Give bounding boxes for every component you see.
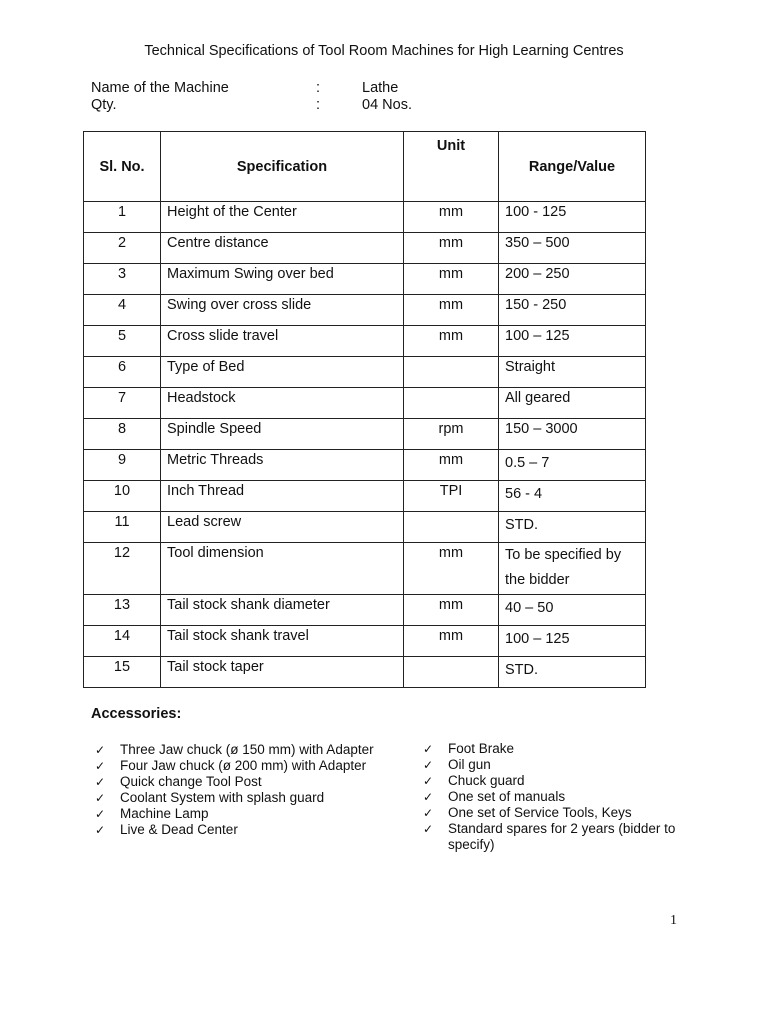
cell-sl-no bbox=[84, 388, 161, 419]
cell-unit-text: mm bbox=[438, 328, 464, 344]
accessory-label: Four Jaw chuck (ø 200 mm) with Adapter bbox=[120, 758, 367, 773]
table-row bbox=[84, 595, 646, 626]
cell-specification-text: Spindle Speed bbox=[167, 421, 262, 437]
checkmark-icon: ✓ bbox=[95, 775, 106, 789]
cell-unit-text: rpm bbox=[438, 421, 464, 437]
table-row bbox=[84, 233, 646, 264]
cell-range-value-text: 150 – 3000 bbox=[505, 421, 578, 437]
table-row bbox=[84, 543, 646, 595]
accessory-label: Live & Dead Center bbox=[120, 822, 238, 837]
accessory-label: One set of Service Tools, Keys bbox=[448, 805, 632, 820]
cell-sl-no bbox=[84, 450, 161, 481]
table-header-row bbox=[84, 132, 646, 202]
cell-specification bbox=[161, 481, 404, 512]
checkmark-icon: ✓ bbox=[95, 759, 106, 773]
checkmark-icon: ✓ bbox=[423, 774, 434, 788]
cell-unit bbox=[404, 481, 499, 512]
cell-range-value bbox=[499, 233, 646, 264]
cell-range-value-text: To be specified by the bidder bbox=[505, 547, 622, 588]
cell-specification-text: Maximum Swing over bed bbox=[167, 266, 334, 282]
cell-unit bbox=[404, 512, 499, 543]
cell-unit bbox=[404, 326, 499, 357]
quantity-label: Qty. bbox=[91, 97, 117, 113]
checkmark-icon: ✓ bbox=[423, 822, 434, 836]
cell-range-value bbox=[499, 202, 646, 233]
cell-range-value bbox=[499, 264, 646, 295]
cell-range-value bbox=[499, 326, 646, 357]
cell-range-value-text: Straight bbox=[505, 359, 555, 375]
cell-unit bbox=[404, 419, 499, 450]
accessory-item bbox=[419, 805, 709, 821]
cell-unit-text: mm bbox=[438, 266, 464, 282]
cell-unit-text: TPI bbox=[439, 483, 463, 499]
cell-specification bbox=[161, 419, 404, 450]
header-specification: Specification bbox=[161, 132, 404, 202]
cell-specification-text: Tail stock shank travel bbox=[167, 628, 309, 644]
accessory-item bbox=[91, 790, 411, 806]
accessory-label: Three Jaw chuck (ø 150 mm) with Adapter bbox=[120, 742, 374, 757]
cell-unit-text: mm bbox=[438, 452, 464, 468]
cell-specification bbox=[161, 202, 404, 233]
accessory-item bbox=[91, 758, 411, 774]
cell-range-value bbox=[499, 450, 646, 481]
accessory-label: Oil gun bbox=[448, 757, 491, 772]
cell-unit-text: mm bbox=[438, 628, 464, 644]
cell-sl-no-text: 13 bbox=[113, 597, 131, 613]
cell-sl-no bbox=[84, 595, 161, 626]
accessory-label: Machine Lamp bbox=[120, 806, 209, 821]
cell-sl-no-text: 3 bbox=[117, 266, 127, 282]
machine-name-colon: : bbox=[316, 80, 321, 96]
table-row bbox=[84, 481, 646, 512]
cell-sl-no-text: 8 bbox=[117, 421, 127, 437]
cell-specification bbox=[161, 450, 404, 481]
header-range-value: Range/Value bbox=[499, 132, 646, 202]
cell-range-value-text: 200 – 250 bbox=[505, 266, 570, 282]
cell-sl-no bbox=[84, 264, 161, 295]
table-row bbox=[84, 388, 646, 419]
accessory-item bbox=[419, 821, 709, 853]
cell-sl-no bbox=[84, 326, 161, 357]
machine-name-label: Name of the Machine bbox=[91, 80, 229, 96]
header-unit: Unit bbox=[404, 132, 499, 202]
cell-sl-no-text: 6 bbox=[117, 359, 127, 375]
cell-unit bbox=[404, 264, 499, 295]
cell-sl-no-text: 10 bbox=[113, 483, 131, 499]
checkmark-icon: ✓ bbox=[423, 806, 434, 820]
cell-specification-text: Type of Bed bbox=[167, 359, 245, 375]
accessory-item bbox=[419, 789, 709, 805]
cell-sl-no-text: 14 bbox=[113, 628, 131, 644]
cell-specification-text: Tool dimension bbox=[167, 545, 264, 561]
cell-range-value-text: STD. bbox=[505, 517, 539, 533]
cell-range-value bbox=[499, 543, 646, 595]
cell-range-value bbox=[499, 595, 646, 626]
cell-sl-no-text: 2 bbox=[117, 235, 127, 251]
cell-sl-no bbox=[84, 481, 161, 512]
cell-unit-text: mm bbox=[438, 297, 464, 313]
accessory-label: Quick change Tool Post bbox=[120, 774, 262, 789]
cell-range-value bbox=[499, 657, 646, 688]
accessory-label: Standard spares for 2 years (bidder to specify) bbox=[448, 821, 676, 852]
cell-unit bbox=[404, 595, 499, 626]
cell-range-value-text: 100 – 125 bbox=[505, 328, 570, 344]
table-row bbox=[84, 626, 646, 657]
cell-sl-no-text: 1 bbox=[117, 204, 127, 220]
accessory-item bbox=[419, 773, 709, 789]
cell-sl-no bbox=[84, 419, 161, 450]
cell-specification bbox=[161, 264, 404, 295]
cell-sl-no-text: 12 bbox=[113, 545, 131, 561]
accessories-list-left bbox=[91, 742, 411, 838]
cell-unit bbox=[404, 450, 499, 481]
cell-range-value-text: 0.5 – 7 bbox=[505, 455, 550, 471]
cell-sl-no bbox=[84, 657, 161, 688]
checkmark-icon: ✓ bbox=[423, 742, 434, 756]
cell-range-value bbox=[499, 481, 646, 512]
cell-range-value bbox=[499, 388, 646, 419]
document-title: Technical Specifications of Tool Room Machines for High Learning Centres bbox=[144, 43, 624, 59]
cell-unit-text bbox=[404, 388, 498, 389]
checkmark-icon: ✓ bbox=[95, 807, 106, 821]
machine-name-value: Lathe bbox=[362, 80, 399, 96]
cell-specification-text: Cross slide travel bbox=[167, 328, 279, 344]
cell-unit bbox=[404, 357, 499, 388]
table-row bbox=[84, 264, 646, 295]
cell-range-value-text: 56 - 4 bbox=[505, 486, 543, 502]
cell-range-value bbox=[499, 626, 646, 657]
cell-specification bbox=[161, 326, 404, 357]
page-number: 1 bbox=[670, 913, 677, 928]
cell-sl-no bbox=[84, 543, 161, 595]
cell-specification bbox=[161, 626, 404, 657]
cell-sl-no-text: 9 bbox=[117, 452, 127, 468]
cell-unit-text: mm bbox=[438, 597, 464, 613]
accessory-label: Coolant System with splash guard bbox=[120, 790, 325, 805]
accessory-item bbox=[91, 822, 411, 838]
cell-unit-text bbox=[404, 512, 498, 513]
table-row bbox=[84, 450, 646, 481]
checkmark-icon: ✓ bbox=[95, 823, 106, 837]
cell-sl-no-text: 4 bbox=[117, 297, 127, 313]
table-row bbox=[84, 326, 646, 357]
cell-sl-no bbox=[84, 295, 161, 326]
cell-specification-text: Tail stock taper bbox=[167, 659, 264, 675]
cell-sl-no bbox=[84, 233, 161, 264]
quantity-value: 04 Nos. bbox=[362, 97, 412, 113]
table-row bbox=[84, 295, 646, 326]
cell-specification-text: Lead screw bbox=[167, 514, 242, 530]
cell-sl-no bbox=[84, 512, 161, 543]
checkmark-icon: ✓ bbox=[423, 758, 434, 772]
specification-table bbox=[83, 131, 646, 688]
accessory-item bbox=[91, 806, 411, 822]
cell-unit-text: mm bbox=[438, 204, 464, 220]
cell-unit-text bbox=[404, 357, 498, 358]
accessory-label: Foot Brake bbox=[448, 741, 515, 756]
cell-specification-text: Centre distance bbox=[167, 235, 269, 251]
cell-range-value-text: 150 - 250 bbox=[505, 297, 567, 313]
checkmark-icon: ✓ bbox=[95, 743, 106, 757]
cell-unit bbox=[404, 202, 499, 233]
cell-specification-text: Inch Thread bbox=[167, 483, 245, 499]
cell-unit-text bbox=[404, 657, 498, 658]
cell-range-value bbox=[499, 357, 646, 388]
accessory-item bbox=[91, 742, 411, 758]
cell-range-value-text: 100 – 125 bbox=[505, 631, 570, 647]
checkmark-icon: ✓ bbox=[423, 790, 434, 804]
cell-range-value-text: STD. bbox=[505, 662, 539, 678]
cell-specification bbox=[161, 512, 404, 543]
cell-unit bbox=[404, 657, 499, 688]
cell-specification bbox=[161, 357, 404, 388]
quantity-colon: : bbox=[316, 97, 321, 113]
cell-unit bbox=[404, 388, 499, 419]
cell-specification-text: Swing over cross slide bbox=[167, 297, 312, 313]
accessory-item bbox=[419, 757, 709, 773]
cell-unit bbox=[404, 543, 499, 595]
table-row bbox=[84, 512, 646, 543]
checkmark-icon: ✓ bbox=[95, 791, 106, 805]
cell-specification bbox=[161, 295, 404, 326]
cell-sl-no-text: 7 bbox=[117, 390, 127, 406]
cell-unit bbox=[404, 626, 499, 657]
header-sl-no: Sl. No. bbox=[84, 132, 161, 202]
cell-sl-no-text: 11 bbox=[114, 514, 130, 530]
cell-unit-text: mm bbox=[438, 235, 464, 251]
accessory-label: Chuck guard bbox=[448, 773, 525, 788]
table-body bbox=[84, 202, 646, 688]
table-row bbox=[84, 202, 646, 233]
cell-specification bbox=[161, 657, 404, 688]
cell-specification-text: Tail stock shank diameter bbox=[167, 597, 330, 613]
accessory-label: One set of manuals bbox=[448, 789, 566, 804]
accessories-title: Accessories: bbox=[91, 706, 182, 722]
cell-sl-no bbox=[84, 357, 161, 388]
accessory-item bbox=[419, 741, 709, 757]
cell-specification bbox=[161, 388, 404, 419]
accessory-item bbox=[91, 774, 411, 790]
cell-unit-text: mm bbox=[438, 545, 464, 561]
cell-specification bbox=[161, 233, 404, 264]
cell-range-value bbox=[499, 512, 646, 543]
cell-specification bbox=[161, 595, 404, 626]
cell-specification-text: Height of the Center bbox=[167, 204, 297, 220]
cell-range-value bbox=[499, 295, 646, 326]
cell-range-value-text: 350 – 500 bbox=[505, 235, 570, 251]
table-row bbox=[84, 357, 646, 388]
cell-sl-no bbox=[84, 202, 161, 233]
accessories-list-right bbox=[419, 741, 709, 853]
table-row bbox=[84, 657, 646, 688]
cell-specification-text: Headstock bbox=[167, 390, 236, 406]
cell-unit bbox=[404, 295, 499, 326]
cell-range-value-text: 100 - 125 bbox=[505, 204, 567, 220]
cell-range-value-text: 40 – 50 bbox=[505, 600, 554, 616]
cell-sl-no-text: 5 bbox=[117, 328, 127, 344]
cell-range-value-text: All geared bbox=[505, 390, 571, 406]
cell-sl-no bbox=[84, 626, 161, 657]
cell-specification-text: Metric Threads bbox=[167, 452, 264, 468]
cell-sl-no-text: 15 bbox=[113, 659, 131, 675]
cell-unit bbox=[404, 233, 499, 264]
table-row bbox=[84, 419, 646, 450]
cell-specification bbox=[161, 543, 404, 595]
cell-range-value bbox=[499, 419, 646, 450]
